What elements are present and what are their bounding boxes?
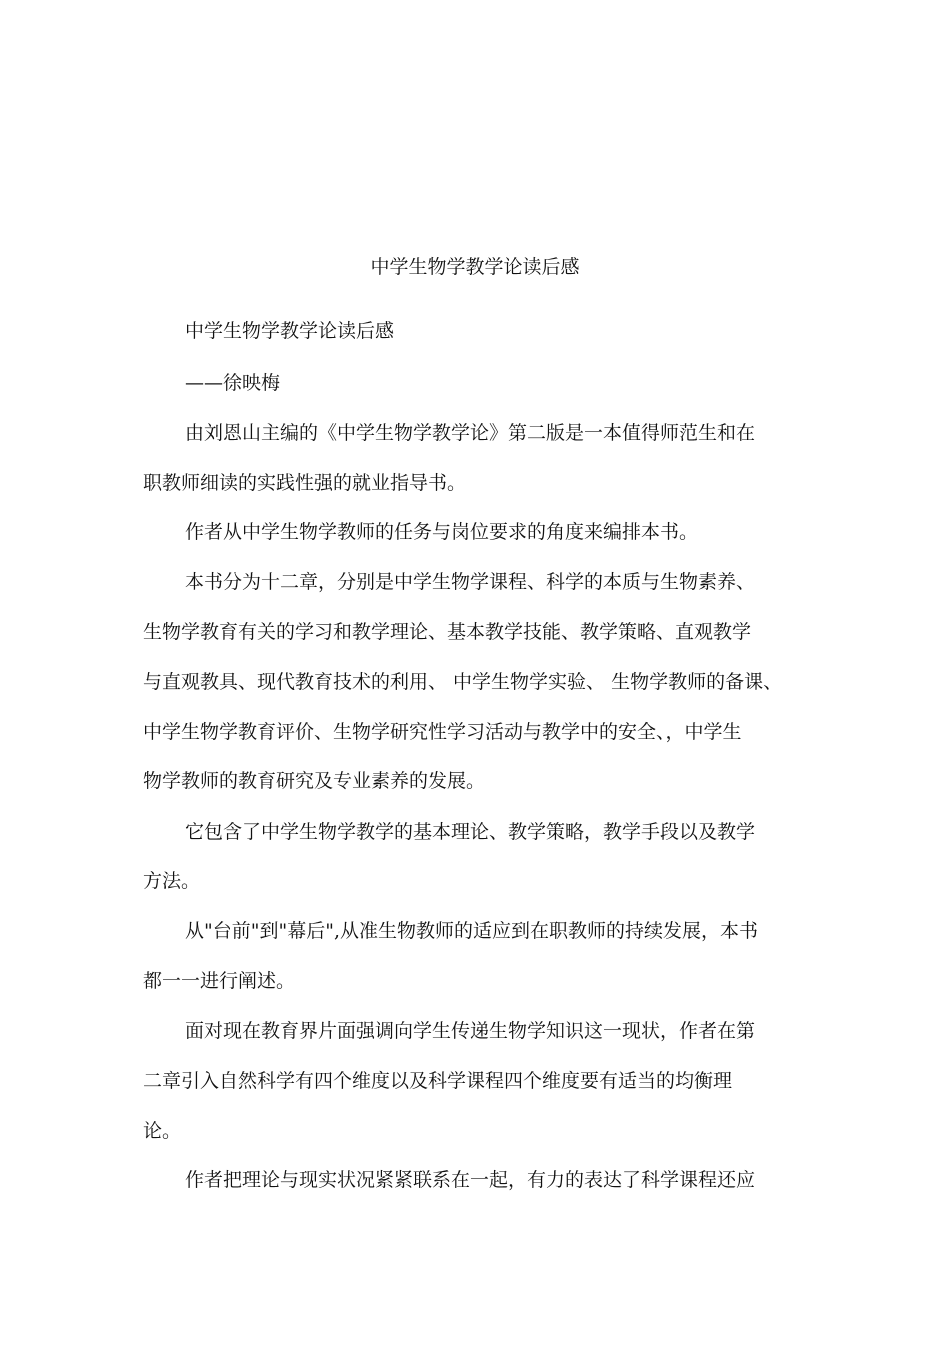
paragraph-line: 作者把理论与现实状况紧紧联系在一起，有力的表达了科学课程还应: [185, 1169, 756, 1191]
paragraph-line: 物学教师的教育研究及专业素养的发展。: [143, 770, 486, 792]
paragraph-line: 面对现在教育界片面强调向学生传递生物学知识这一现状，作者在第: [185, 1020, 756, 1042]
paragraph-line: 由刘恩山主编的《中学生物学教学论》第二版是一本值得师范生和在: [185, 422, 756, 444]
paragraph-line: 论。: [143, 1120, 182, 1142]
paragraph-line: 作者从中学生物学教师的任务与岗位要求的角度来编排本书。: [185, 521, 699, 543]
document-title: 中学生物学教学论读后感: [370, 256, 580, 278]
paragraph-line: 都一一进行阐述。: [143, 970, 296, 992]
paragraph-line: 职教师细读的实践性强的就业指导书。: [143, 472, 467, 494]
paragraph-line: 本书分为十二章，分别是中学生物学课程、科学的本质与生物素养、: [185, 571, 756, 593]
paragraph-line: 生物学教育有关的学习和教学理论、基本教学技能、教学策略、直观教学: [143, 621, 752, 643]
paragraph-line: 方法。: [143, 870, 201, 892]
paragraph-line: 从"台前"到"幕后",从准生物教师的适应到在职教师的持续发展，本书: [185, 920, 758, 942]
paragraph-line: 它包含了中学生物学教学的基本理论、教学策略，教学手段以及教学: [185, 821, 756, 843]
paragraph-line: 中学生物学教育评价、生物学研究性学习活动与教学中的安全、，中学生: [143, 721, 742, 743]
subtitle: 中学生物学教学论读后感: [185, 320, 395, 342]
paragraph-line: 二章引入自然科学有四个维度以及科学课程四个维度要有适当的均衡理: [143, 1070, 733, 1092]
paragraph-line: 与直观教具、现代教育技术的利用、 中学生物学实验、 生物学教师的备课、: [143, 671, 783, 693]
author-line: ——徐映梅: [185, 372, 281, 394]
